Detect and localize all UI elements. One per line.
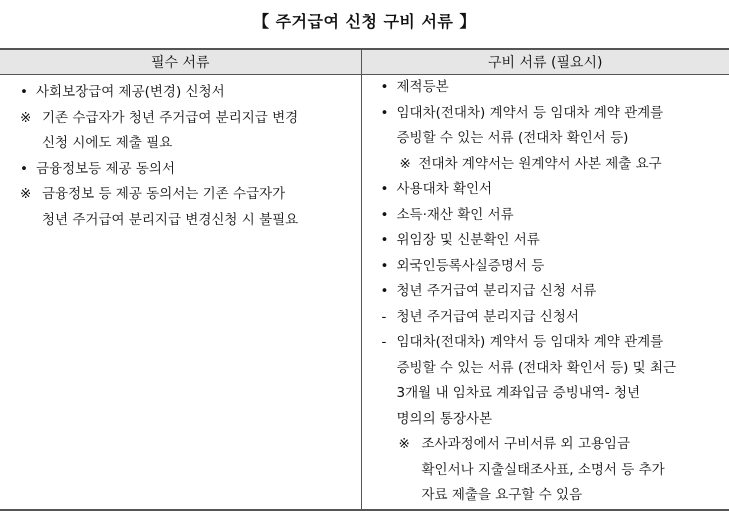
item-continuation [362,126,729,152]
item-text: 청년 주거급여 분리지급 변경신청 시 불필요 [42,212,298,228]
item-text: 기존 수급자가 청년 주거급여 분리지급 변경 [42,110,298,126]
bullet-marker: • [20,80,28,106]
note-marker: ※ [20,182,31,208]
item-text: 청년 주거급여 분리지급 신청 서류 [397,283,597,299]
header-optional: 구비 서류 (필요시) [361,49,729,75]
item-text: 소득·재산 확인 서류 [397,207,514,223]
bullet-marker: • [381,228,389,254]
optional-cell [361,75,729,510]
item-text: 임대차(전대차) 계약서 등 임대차 계약 관계를 [397,334,664,350]
required-documents-table [0,48,729,511]
item-text: 전대차 계약서는 원계약서 사본 제출 요구 [419,156,662,172]
note-marker: ※ [400,152,411,178]
note-continuation [362,458,729,484]
list-item [362,75,729,101]
sub-item-continuation [362,381,729,407]
item-text: 금융정보 등 제공 동의서는 기존 수급자가 [42,186,285,202]
header-required: 필수 서류 [0,49,361,75]
bullet-marker: • [381,177,389,203]
item-text: 신청 시에도 제출 필요 [42,135,172,151]
list-item [0,157,361,183]
sub-item-continuation [362,407,729,433]
note-continuation [0,208,361,234]
bullet-marker: • [381,203,389,229]
bullet-marker: • [381,75,389,101]
dash-marker: - [382,330,387,356]
list-item [362,254,729,280]
list-item [362,101,729,127]
item-text: 위임장 및 신분확인 서류 [397,232,540,248]
bullet-marker: • [381,279,389,305]
item-text: 사용대차 확인서 [397,181,493,197]
item-text: 청년 주거급여 분리지급 신청서 [397,309,579,325]
note-marker: ※ [399,432,410,458]
list-item [362,279,729,305]
list-item [0,80,361,106]
note-continuation [0,131,361,157]
required-cell [0,75,361,510]
dash-marker: - [382,305,387,331]
bullet-marker: • [20,157,28,183]
note-item [362,152,729,178]
item-text: 확인서나 지출실태조사표, 소명서 등 추가 [422,462,665,478]
item-text: 3개월 내 임차료 계좌입금 증빙내역- 청년 [397,385,641,401]
item-text: 외국인등록사실증명서 등 [397,258,545,274]
list-item [362,177,729,203]
item-text: 조사과정에서 구비서류 외 고용임금 [422,436,631,452]
item-text: 증빙할 수 있는 서류 (전대차 확인서 등) 및 최근 [397,360,677,376]
item-text: 명의의 통장사본 [397,411,493,427]
note-continuation [362,483,729,509]
item-text: 자료 제출을 요구할 수 있음 [422,487,583,503]
note-item [0,106,361,132]
sub-item [362,305,729,331]
item-text: 사회보장급여 제공(변경) 신청서 [36,84,225,100]
bullet-marker: • [381,254,389,280]
item-text: 금융정보등 제공 동의서 [36,161,175,177]
item-text: 증빙할 수 있는 서류 (전대차 확인서 등) [397,130,629,146]
sub-item-continuation [362,356,729,382]
note-marker: ※ [20,106,31,132]
list-item [362,203,729,229]
item-text: 제적등본 [397,79,449,95]
sub-item [362,330,729,356]
note-item [0,182,361,208]
document-title: 【 주거급여 신청 구비 서류 】 [0,9,729,32]
bullet-marker: • [381,101,389,127]
list-item [362,228,729,254]
item-text: 임대차(전대차) 계약서 등 임대차 계약 관계를 [397,105,664,121]
note-item [362,432,729,458]
